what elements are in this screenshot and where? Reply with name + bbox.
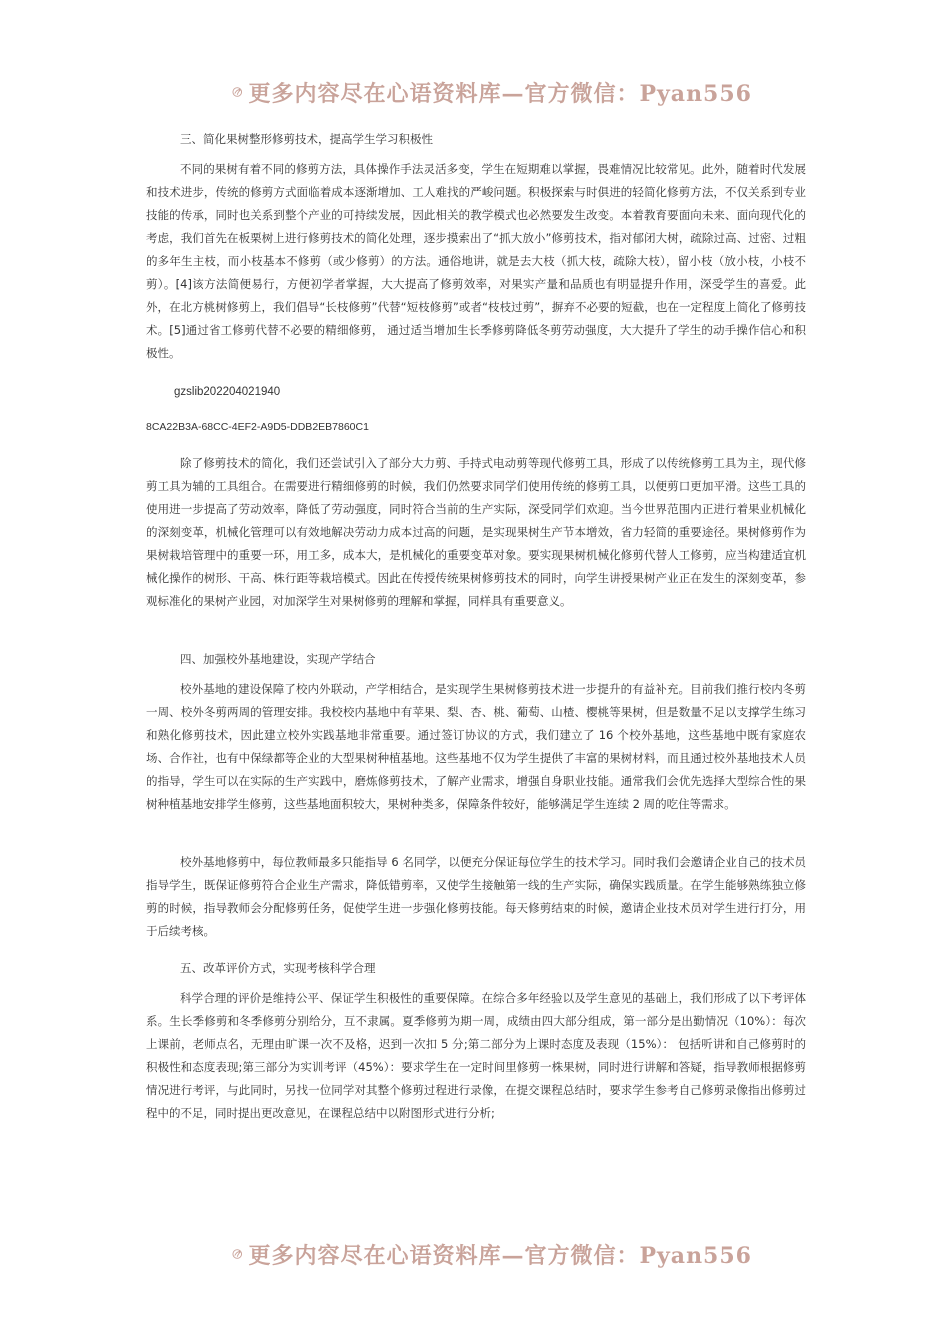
header-banner: [232, 72, 752, 112]
banner-text: 更多内容尽在心语资料库—官方微信：Pyan556: [248, 1242, 752, 1269]
section-3-paragraph-2: 除了修剪技术的简化，我们还尝试引入了部分大力剪、手持式电动剪等现代修剪工具，形成了以传统修剪工具为主，现代修剪工具为辅的工具组合。在需要进行精细修剪的时候，我们仍然要求同学们使用传统的修剪工具，以便剪口更加平滑。这些工具的使用进一步提高了劳动效率，降低了劳动强度，同时符合当前的生产实际，深受同学们欢迎。当今世界范围内正进行着果业机械化的深刻变革，机械化管理可以有效地解决劳动力成本过高的问题，是实现果树生产节本增效，省力轻简的重要途径。果树修剪作为果树栽培管理中的重要一环，用工多，成本大，是机械化的重要变革对象。要实现果树机械化修剪代替人工修剪，应当构建适宜机械化操作的树形、干高、株行距等栽培模式。因此在传授传统果树修剪技术的同时，向学生讲授果树产业正在发生的深刻变革，参观标准化的果树产业园，对加深学生对果树修剪的理解和掌握，同样具有重要意义。: [146, 456, 806, 608]
section-3-paragraph-1: 不同的果树有着不同的修剪方法，具体操作手法灵活多变，学生在短期难以掌握，畏难情况比较常见。此外，随着时代发展和技术进步，传统的修剪方式面临着成本逐渐增加、工人难找的严峻问题。积极探索与时俱进的轻简化修剪方法，不仅关系到专业技能的传承，同时也关系到整个产业的可持续发展，因此相关的教学模式也必然要发生改变。本着教育要面向未来、面向现代化的考虑，我们首先在板栗树上进行修剪技术的简化处理，逐步摸索出了“抓大放小”修剪技术，指对郁闭大树，疏除过高、过密、过粗的多年生主枝，而小枝基本不修剪（或少修剪）的方法。通俗地讲，就是去大枝（抓大枝，疏除大枝），留小枝（放小枝，小枝不剪）。[4]该方法简便易行，方便初学者掌握，大大提高了修剪效率，对果实产量和品质也有明显提升作用，深受学生的喜爱。此外，在北方桃树修剪上，我们倡导“长枝修剪”代替“短枝修剪”或者“枝枝过剪”，摒弃不必要的短截，也在一定程度上简化了修剪技术。[5]通过省工修剪代替不必要的精细修剪， 通过适当增加生长季修剪降低冬剪劳动强度，大大提升了学生的动手操作信心和积极性。: [146, 162, 806, 360]
section-4-heading: 四、加强校外基地建设，实现产学结合: [180, 652, 376, 666]
logo-icon: [232, 75, 242, 109]
section-5-heading: 五、改革评价方式，实现考核科学合理: [180, 961, 376, 975]
section-4-paragraph-1: 校外基地的建设保障了校内外联动，产学相结合，是实现学生果树修剪技术进一步提升的有益补充。目前我们推行校内冬剪一周、校外冬剪两周的管理安排。我校校内基地中有苹果、梨、杏、桃、葡萄、山楂、樱桃等果树，但是数量不足以支撑学生练习和熟化修剪技术，因此建立校外实践基地非常重要。通过签订协议的方式，我们建立了 16 个校外基地，这些基地中既有家庭农场、合作社，也有中保绿都等企业的大型果树种植基地。这些基地不仅为学生提供了丰富的果树材料，而且通过校外基地技术人员的指导，学生可以在实际的生产实践中，磨炼修剪技术，了解产业需求，增强自身职业技能。通常我们会优先选择大型综合性的果树种植基地安排学生修剪，这些基地面积较大，果树种类多，保障条件较好，能够满足学生连续 2 周的吃住等需求。: [146, 682, 806, 811]
section-3-heading: 三、简化果树整形修剪技术，提高学生学习积极性: [180, 132, 433, 146]
section-5-paragraph-1: 科学合理的评价是维持公平、保证学生积极性的重要保障。在综合多年经验以及学生意见的基础上，我们形成了以下考评体系。生长季修剪和冬季修剪分别给分，互不隶属。夏季修剪为期一周，成绩由四大部分组成，第一部分是出勤情况（10%）：每次上课前，老师点名，无理由旷课一次不及格，迟到一次扣 5 分;第二部分为上课时态度及表现（15%）： 包括听讲和自己修剪时的积极性和态度表现;第三部分为实训考评（45%）：要求学生在一定时间里修剪一株果树，同时进行讲解和答疑，指导教师根据修剪情况进行考评，与此同时，另找一位同学对其整个修剪过程进行录像，在提交课程总结时，要求学生参考自己修剪录像指出修剪过程中的不足，同时提出更改意见，在课程总结中以附图形式进行分析;: [146, 991, 806, 1120]
document-uuid: 8CA22B3A-68CC-4EF2-A9D5-DDB2EB7860C1: [146, 421, 369, 433]
banner-text: 更多内容尽在心语资料库—官方微信：Pyan556: [248, 80, 752, 107]
footer-banner: [232, 1234, 752, 1274]
document-code: gzslib202204021940: [174, 386, 281, 398]
logo-icon: [232, 1237, 242, 1271]
section-4-paragraph-2: 校外基地修剪中，每位教师最多只能指导 6 名同学，以便充分保证每位学生的技术学习。同时我们会邀请企业自己的技术员指导学生，既保证修剪符合企业生产需求，降低错剪率，又使学生接触第一线的生产实际，确保实践质量。在学生能够熟练独立修剪的时候，指导教师会分配修剪任务，促使学生进一步强化修剪技能。每天修剪结束的时候，邀请企业技术员对学生进行打分，用于后续考核。: [146, 855, 806, 938]
